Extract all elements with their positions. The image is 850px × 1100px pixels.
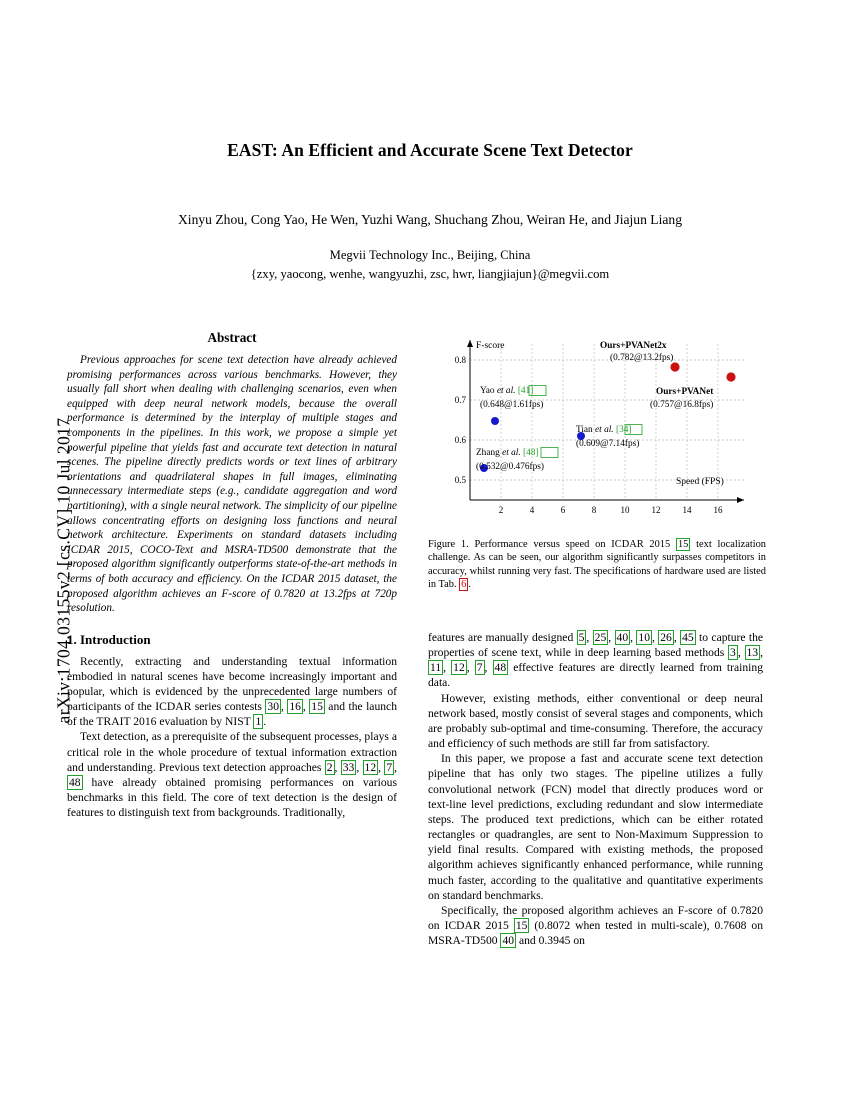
citation-40[interactable]: 40 bbox=[616, 631, 629, 644]
left-column bbox=[67, 330, 397, 820]
abstract-heading: Abstract bbox=[207, 330, 257, 345]
svg-text:0.6: 0.6 bbox=[454, 435, 466, 445]
chart-axes bbox=[470, 340, 744, 500]
citation-3[interactable]: 3 bbox=[730, 646, 736, 660]
citation-11[interactable]: 11 bbox=[430, 661, 442, 675]
right-paragraph-3 bbox=[428, 903, 763, 948]
intro-paragraph-2: Text detection, as a prerequisite of the subsequent processes, plays a critical role in the whole procedure of textual information extraction and understanding. Previous text detection approaches 2 , 33 , 12 , 7 , 48 have already obtained promising performances on various benchmarks in this field. The core of text detection is the design of features to distinguish text from backgrounds. Traditionally, bbox=[67, 730, 398, 820]
author-list: Xinyu Zhou, Cong Yao, He Wen, Yuzhi Wang, Shuchang Zhou, Weiran He, and Jiajun Liang bbox=[177, 212, 683, 227]
label-yao: Yao et al. [41] bbox=[480, 386, 534, 396]
intro-p1-text-a: Recently, extracting and understanding textual information embodied in natural scenes have become increasingly important and popular, which is evidenced by the unprecedented large numbers of participants of the ICDAR series contests bbox=[67, 654, 397, 714]
svg-text:16: 16 bbox=[713, 505, 723, 515]
right-column bbox=[428, 630, 763, 948]
table-ref-6[interactable]: 6 bbox=[461, 579, 467, 591]
citation-15b[interactable]: 15 bbox=[515, 918, 528, 932]
point-ours-pvanet2x bbox=[670, 362, 679, 371]
label-ours-pvanet2x: Ours+PVANet2x bbox=[600, 341, 667, 351]
citation-33[interactable]: 33 bbox=[342, 760, 355, 774]
citation-40b[interactable]: 40 bbox=[502, 934, 515, 948]
value-tian: (0.609@7.14fps) bbox=[576, 439, 640, 449]
intro-p1-text-c: . bbox=[263, 715, 267, 729]
intro-p2-text-a: Text detection, as a prerequisite of the subsequent processes, plays a critical role in the whole procedure of textual information extraction and understanding. Previous text detection approaches bbox=[67, 730, 397, 774]
citation-13[interactable]: 13 bbox=[746, 646, 759, 660]
right-paragraph-0: features are manually designed 5 , 25 , 40 , 10 , 26 , 45 to capture the properties of scene text, while in deep learning based methods 3 , 13 , 11 , 12 , 7 , 48 effective features are directly learned from training data. bbox=[428, 631, 764, 690]
x-axis-label: Speed (FPS) bbox=[676, 477, 724, 487]
intro-p1-text-b: and the launch of the TRAIT 2016 evaluation by NIST bbox=[67, 700, 397, 729]
rp0-b: to capture the properties of scene text, while in deep learning based methods bbox=[428, 631, 764, 660]
figure-1-caption bbox=[428, 538, 766, 592]
rp0-c: effective features are directly learned from training data. bbox=[428, 661, 763, 690]
citation-5[interactable]: 5 bbox=[578, 631, 585, 644]
arxiv-stamp: arXiv:1704.03155v2 [cs.CV] 10 Jul 2017 bbox=[53, 417, 74, 724]
label-zhang: Zhang et al. [48] bbox=[476, 448, 539, 458]
abstract-text: Previous approaches for scene text detection have already achieved promising performances across various benchmarks. However, they usually fall short when dealing with challenging scenarios, even when equipped with deep neural network models, because the overall performance is determined by the interplay of multiple stages and components in the pipelines. In this work, we propose a simple yet powerful pipeline that yields fast and accurate text detection in natural scenes. The pipeline directly predicts words or text lines of arbitrary orientations and quadrilateral shapes in full images, eliminating unnecessary intermediate steps (e.g., candidate aggregation and word partitioning), with a single neural network. The simplicity of our pipeline allows concentrating efforts on designing loss functions and neural network architecture. Experiments on standard datasets including ICDAR 2015, COCO-Text and MSRA-TD500 demonstrate that the proposed algorithm significantly outperforms state-of-the-art methods in terms of both accuracy and efficiency. On the ICDAR 2015 dataset, the proposed algorithm achieves an F-score of 0.7820 at 13.2fps at 720p resolution. bbox=[67, 354, 397, 615]
introduction-heading: 1. Introduction bbox=[67, 631, 151, 647]
svg-text:6: 6 bbox=[560, 505, 566, 515]
citation-26[interactable]: 26 bbox=[660, 631, 672, 644]
citation-16[interactable]: 16 bbox=[289, 700, 301, 714]
citation-45[interactable]: 45 bbox=[682, 631, 694, 644]
citation-12b[interactable]: 12 bbox=[453, 661, 465, 675]
figcaption-text-a: Figure 1. Performance versus speed on ICDAR 2015 bbox=[428, 539, 676, 550]
citation-15-fig[interactable]: 15 bbox=[677, 539, 689, 550]
citation-30[interactable]: 30 bbox=[267, 700, 279, 714]
citation-7b[interactable]: 7 bbox=[476, 661, 483, 675]
intro-paragraph-1: Recently, extracting and understanding textual information embodied in natural scenes have become increasingly important and popular, which is evidenced by the unprecedented large numbers of participants of the ICDAR series contests 30 , 16 , 15 and the launch of the TRAIT 2016 evaluation by NIST 1 . bbox=[67, 654, 397, 729]
intro-p2-text-b: have already obtained promising performances on various benchmarks in this field. The core of text detection is the design of features to distinguish text from backgrounds. Traditionally, bbox=[67, 775, 397, 820]
y-tick-labels bbox=[455, 355, 467, 485]
citation-25[interactable]: 25 bbox=[594, 631, 607, 644]
rp3-c: and 0.3945 on bbox=[516, 934, 585, 948]
x-axis-arrow bbox=[737, 497, 744, 503]
page-title: EAST: An Efficient and Accurate Scene Text Detector bbox=[227, 140, 633, 160]
figcaption-text-c: . bbox=[468, 579, 471, 591]
svg-text:10: 10 bbox=[620, 505, 630, 515]
svg-text:8: 8 bbox=[591, 505, 597, 515]
y-axis-label: F-score bbox=[476, 341, 505, 351]
figcaption-text-b: text localization challenge. As can be seen, our algorithm significantly surpasses competitors in accuracy, whilst running very fast. The specifications of hardware used are listed in Tab. bbox=[428, 539, 766, 591]
svg-text:2: 2 bbox=[498, 505, 504, 515]
svg-text:14: 14 bbox=[682, 505, 692, 515]
citation-10[interactable]: 10 bbox=[638, 631, 650, 644]
y-axis-arrow bbox=[467, 340, 473, 347]
citation-12[interactable]: 12 bbox=[364, 760, 377, 774]
right-paragraph-1: However, existing methods, either conventional or deep neural network based, mostly consist of several stages and components, which are probably sub-optimal and time-consuming. Therefore, the accuracy and efficiency of such methods are still far from satisfactory. bbox=[428, 691, 763, 751]
point-ours-pvanet bbox=[726, 372, 735, 381]
right-paragraph-2: In this paper, we propose a fast and accurate scene text detection pipeline that has only two stages. The pipeline utilizes a fully convolutional network (FCN) model that directly produces word or text-line level predictions, excluding redundant and slow intermediate steps. The produced text predictions, which can be either rotated rectangles or quadrangles, are sent to Non-Maximum Suppression to yield final results. Compared with existing methods, the proposed algorithm achieves significantly enhanced performance, while running much faster, according to the qualitative and quantitative experiments on standard benchmarks. bbox=[428, 752, 763, 902]
value-ours-pvanet2x: (0.782@13.2fps) bbox=[610, 353, 674, 363]
rp0-a: features are manually designed bbox=[428, 631, 577, 644]
affiliation-block bbox=[60, 246, 800, 284]
label-tian: Tian et al. [34] bbox=[576, 425, 632, 435]
citation-7[interactable]: 7 bbox=[386, 760, 393, 774]
value-ours-pvanet: (0.757@16.8fps) bbox=[650, 400, 714, 410]
citation-2[interactable]: 2 bbox=[326, 760, 333, 774]
rp3-a: Specifically, the proposed algorithm achieves an F-score of 0.7820 on ICDAR 2015 bbox=[428, 903, 763, 932]
citation-48b[interactable]: 48 bbox=[494, 661, 507, 675]
svg-text:0.5: 0.5 bbox=[454, 475, 466, 485]
affiliation-line-2: {zxy, yaocong, wenhe, wangyuzhi, zsc, hwr, liangjiajun}@megvii.com bbox=[250, 267, 610, 281]
performance-scatter-chart bbox=[428, 322, 766, 537]
citation-15[interactable]: 15 bbox=[311, 700, 323, 714]
chart-annotations bbox=[476, 341, 714, 472]
svg-text:0.7: 0.7 bbox=[454, 395, 466, 405]
point-yao bbox=[491, 417, 499, 425]
value-zhang: (0.532@0.476fps) bbox=[476, 462, 544, 472]
affiliation-line-1: Megvii Technology Inc., Beijing, China bbox=[329, 248, 531, 262]
label-ours-pvanet: Ours+PVANet bbox=[656, 387, 714, 397]
citation-1[interactable]: 1 bbox=[255, 715, 262, 729]
citation-48[interactable]: 48 bbox=[69, 775, 81, 789]
svg-text:0.8: 0.8 bbox=[454, 355, 466, 365]
svg-text:4: 4 bbox=[529, 505, 535, 515]
x-tick-labels bbox=[499, 505, 723, 515]
rp3-b: (0.8072 when tested in multi-scale), 0.7608 on MSRA-TD500 bbox=[428, 918, 763, 948]
svg-text:12: 12 bbox=[651, 505, 661, 515]
figure-1 bbox=[428, 322, 766, 537]
value-yao: (0.648@1.61fps) bbox=[480, 400, 544, 410]
